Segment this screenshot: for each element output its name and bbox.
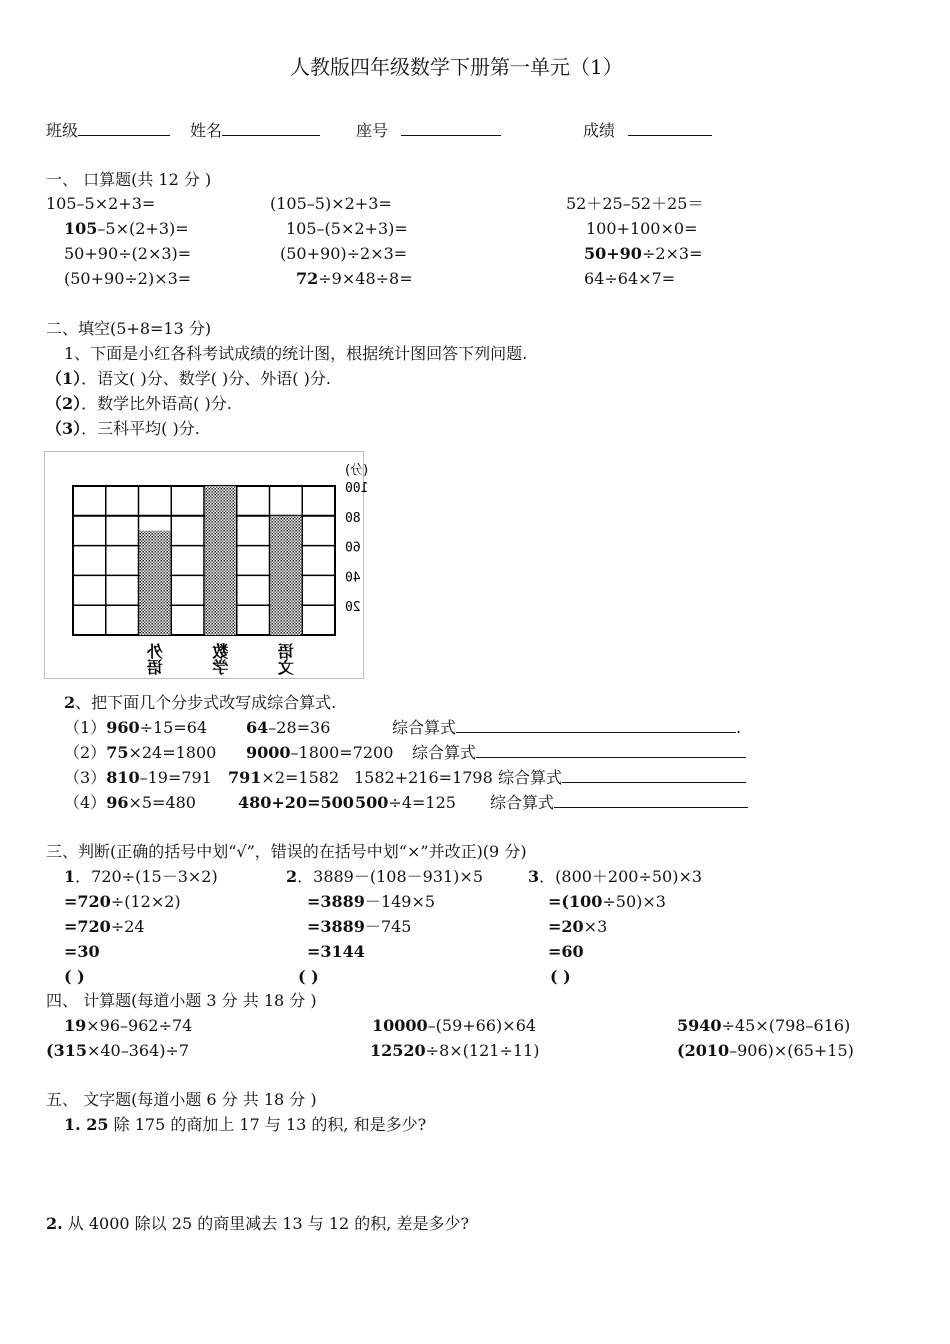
s2-row2-answer: 综合算式 (412, 743, 746, 763)
section4-heading: 四、 计算题(每道小题 3 分 共 18 分 ) (46, 991, 317, 1010)
bar-外语 (140, 531, 171, 635)
s2-row4: （4）96×5=480 (64, 793, 196, 812)
s4-q5: 12520÷8×(121÷11) (370, 1041, 540, 1060)
category-label: 语 (277, 642, 294, 661)
category-label: 外 (146, 642, 163, 661)
s1-q11: 72÷9×48÷8= (296, 269, 413, 288)
class-blank[interactable] (78, 121, 170, 136)
answer-line[interactable] (476, 743, 746, 758)
section3-heading: 三、判断(正确的括号中划“√”，错误的在括号中划“×”并改正)(9 分) (46, 842, 527, 861)
s4-q4: (315×40–364)÷7 (46, 1041, 190, 1060)
y-tick-label: 100 (345, 481, 369, 496)
s3-c2-l3: =3889－745 (307, 917, 412, 936)
name-blank[interactable] (222, 121, 320, 136)
s1-q6: 100+100×0= (586, 219, 698, 238)
s1-q8: (50+90)÷2×3= (280, 244, 408, 263)
s3-c3-l3: =20×3 (548, 917, 608, 936)
y-axis-label: (分) (345, 463, 369, 478)
answer-line[interactable] (456, 718, 736, 733)
bar-数学 (205, 486, 236, 635)
y-tick-label: 40 (345, 570, 361, 586)
category-label: 语 (146, 658, 163, 677)
s4-q1: 19×96–962÷74 (64, 1016, 193, 1035)
y-tick-label: 20 (345, 600, 361, 616)
y-tick-label: 80 (345, 510, 361, 526)
score-field: 成绩 (583, 121, 712, 141)
s2-row3-answer: 综合算式 (498, 768, 746, 788)
seat-field: 座号 (356, 121, 501, 141)
s1-q3: 52＋25–52＋25＝ (566, 194, 704, 213)
s2-row3-step3: 1582+216=1798 (354, 768, 493, 787)
class-field: 班级 (46, 121, 170, 141)
s2-p2: （2）．数学比外语高( )分. (46, 394, 232, 413)
s2-row1-answer: 综合算式 . (392, 718, 742, 737)
s2-row4-answer: 综合算式 (490, 793, 748, 813)
s4-q3: 5940÷45×(798–616) (677, 1016, 851, 1035)
s1-q7: 50+90÷(2×3)= (64, 244, 192, 263)
s2-row2: （2）75×24=1800 (64, 743, 217, 762)
y-tick-label: 60 (345, 540, 361, 556)
s1-q10: (50+90÷2)×3= (64, 269, 192, 288)
s3-c1-l1: 1．720÷(15－3×2) (64, 867, 218, 886)
s3-c2-l2: =3889－149×5 (307, 892, 436, 911)
s3-c3-bracket[interactable]: ( ) (550, 967, 571, 986)
s3-c3-l4: =60 (548, 942, 584, 961)
s3-c2-l4: =3144 (307, 942, 365, 961)
answer-line[interactable] (554, 793, 748, 808)
section1-heading: 一、 口算题(共 12 分 ) (46, 170, 212, 189)
s1-q12: 64÷64×7= (584, 269, 676, 288)
s1-q9: 50+90÷2×3= (584, 244, 703, 263)
section5-heading: 五、 文字题(每道小题 6 分 共 18 分 ) (46, 1090, 317, 1109)
s3-c1-l3: =720÷24 (64, 917, 145, 936)
s2-q1: 1、下面是小红各科考试成绩的统计图，根据统计图回答下列问题. (64, 344, 528, 363)
s2-row4-step3: 500÷4=125 (355, 793, 456, 812)
score-bar-chart (44, 451, 369, 679)
s2-row4-step2: 480+20=500 (238, 793, 354, 812)
s2-q2: 2、把下面几个分步式改写成综合算式. (64, 693, 337, 712)
s2-row1-step2: 64–28=36 (246, 718, 331, 737)
s1-q1: 105–5×2+3= (46, 194, 156, 213)
s2-row1: （1）960÷15=64 (64, 718, 208, 737)
s1-q5: 105–(5×2+3)= (286, 219, 408, 238)
category-label: 文 (277, 658, 294, 677)
category-label: 数 (212, 642, 229, 661)
s4-q6: (2010–906)×(65+15) (677, 1041, 854, 1060)
answer-line[interactable] (562, 768, 746, 783)
s2-p3: （3）．三科平均( )分. (46, 419, 200, 438)
s2-row3-step2: 791×2=1582 (228, 768, 340, 787)
s2-p1: （1）．语文( )分、数学( )分、外语( )分. (46, 369, 331, 388)
score-blank[interactable] (628, 121, 712, 136)
s3-c3-l1: 3．(800＋200÷50)×3 (528, 867, 703, 886)
s3-c2-l1: 2．3889－(108－931)×5 (286, 867, 484, 886)
s4-q2: 10000–(59+66)×64 (372, 1016, 537, 1035)
s3-c1-l2: =720÷(12×2) (64, 892, 181, 911)
category-label: 学 (212, 658, 229, 677)
s3-c2-bracket[interactable]: ( ) (298, 967, 319, 986)
s1-q4: 105–5×(2+3)= (64, 219, 189, 238)
s3-c1-l4: =30 (64, 942, 100, 961)
bar-语文 (271, 516, 302, 635)
page-title: 人教版四年级数学下册第一单元（1） (290, 55, 623, 79)
section2-heading: 二、填空(5+8=13 分) (46, 319, 212, 338)
s3-c1-bracket[interactable]: ( ) (64, 967, 85, 986)
s5-q1: 1. 25 除 175 的商加上 17 与 13 的积, 和是多少? (64, 1115, 427, 1134)
s2-row2-step2: 9000–1800=7200 (246, 743, 394, 762)
s1-q2: (105–5)×2+3= (270, 194, 392, 213)
s5-q2: 2. 从 4000 除以 25 的商里减去 13 与 12 的积, 差是多少? (46, 1214, 470, 1233)
name-field: 姓名 (190, 121, 320, 141)
s2-row3: （3）810–19=791 (64, 768, 212, 787)
chart-svg (45, 452, 369, 678)
seat-blank[interactable] (401, 121, 501, 136)
s3-c3-l2: =(100÷50)×3 (548, 892, 666, 911)
